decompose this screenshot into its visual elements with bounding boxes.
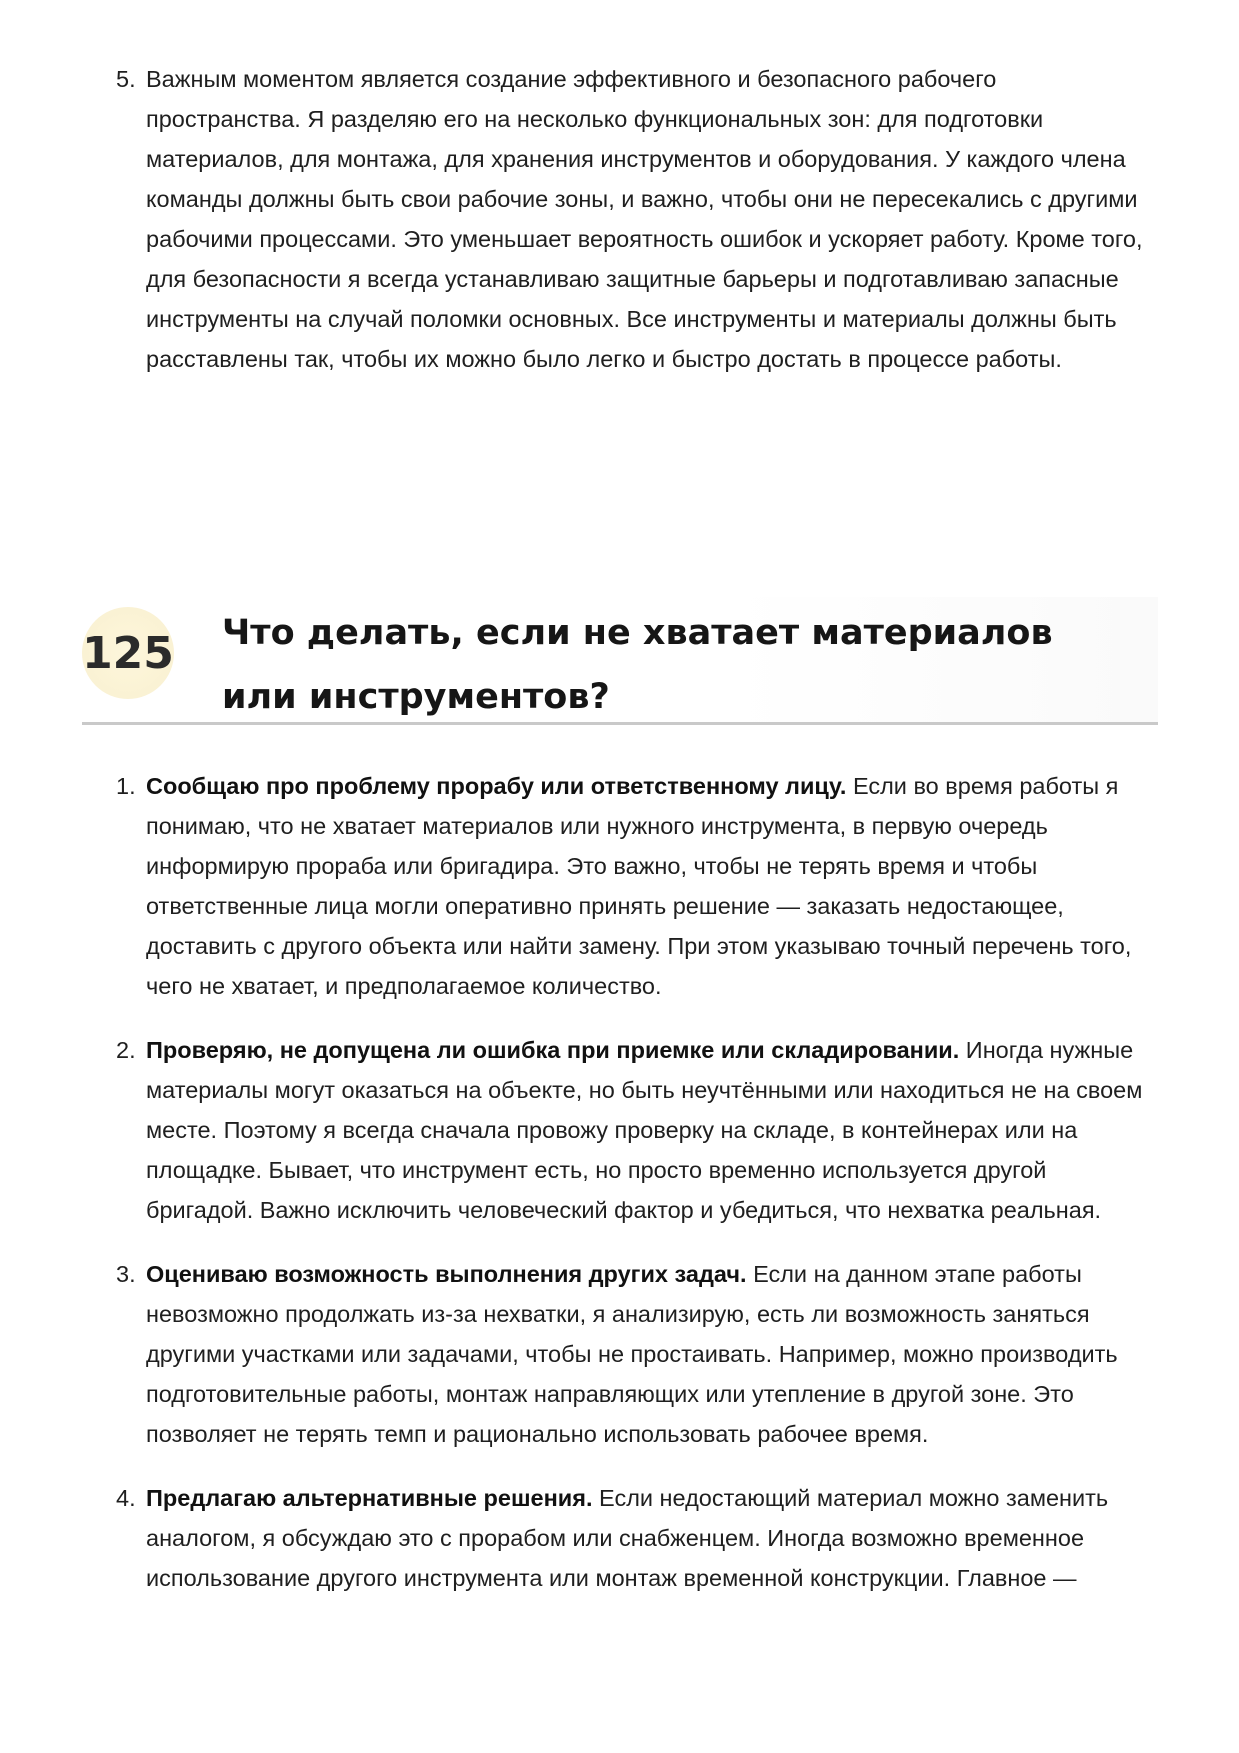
list-item [0,1254,1239,1454]
previous-answer-list [0,59,1239,379]
list-item-lead: Проверяю, не допущена ли ошибка при приемке или складировании. [146,1037,966,1063]
list-item-text: Если во время работы я понимаю, что не хватает материалов или нужного инструмента, в первую очередь информирую прораба или бригадира. Это важно, чтобы не терять время и чтобы ответственные лица могли оперативно принять решение — заказать недостающее, доставить с другого объекта или найти замену. При этом указываю точный перечень того, чего не хватает, и предполагаемое количество. [146,773,1132,999]
list-item [0,766,1239,1006]
list-item-text: Иногда нужные материалы могут оказаться на объекте, но быть неучтёнными или находиться не на своем месте. Поэтому я всегда сначала провожу проверку на складе, в контейнерах или на площадке. Бывает, что инструмент есть, но просто временно используется другой бригадой. Важно исключить человеческий фактор и убедиться, что нехватка реальная. [146,1037,1143,1223]
question-title: Что делать, если не хватает материалов или инструментов? [222,613,1053,717]
list-item-text: Если недостающий материал можно заменить аналогом, я обсуждаю это с прорабом или снабженцем. Иногда возможно временное использование другого инструмента или монтаж временной конструкции. Главное — [146,1485,1109,1591]
list-item-text: Если на данном этапе работы невозможно продолжать из-за нехватки, я анализирую, есть ли возможность заняться другими участками или задачами, чтобы не простаивать. Например, можно производить подготовительные работы, монтаж направляющих или утепление в другой зоне. Это позволяет не терять темп и рационально использовать рабочее время. [146,1261,1118,1447]
list-item [0,1478,1239,1598]
list-item-number: 1. [116,773,136,799]
question-number-badge: 125 [82,607,174,699]
list-item-number: 5. [116,66,136,92]
list-item-lead: Сообщаю про проблему прорабу или ответственному лицу. [146,773,853,799]
list-item-text: Важным моментом является создание эффективного и безопасного рабочего пространства. Я разделяю его на несколько функциональных зон: для подготовки материалов, для монтажа, для хранения инструментов и оборудования. У каждого члена команды должны быть свои рабочие зоны, и важно, чтобы они не пересекались с другими рабочими процессами. Это уменьшает вероятность ошибок и ускоряет работу. Кроме того, для безопасности я всегда устанавливаю защитные барьеры и подготавливаю запасные инструменты на случай поломки основных. Все инструменты и материалы должны быть расставлены так, чтобы их можно было легко и быстро достать в процессе работы. [146,66,1143,372]
question-header [82,597,1158,725]
list-item [0,59,1239,379]
list-item [0,1030,1239,1230]
list-item-number: 2. [116,1037,136,1063]
list-item-number: 4. [116,1485,136,1511]
list-item-lead: Предлагаю альтернативные решения. [146,1485,600,1511]
list-item-lead: Оцениваю возможность выполнения других задач. [146,1261,754,1287]
answer-list [0,766,1239,1622]
list-item-number: 3. [116,1261,136,1287]
